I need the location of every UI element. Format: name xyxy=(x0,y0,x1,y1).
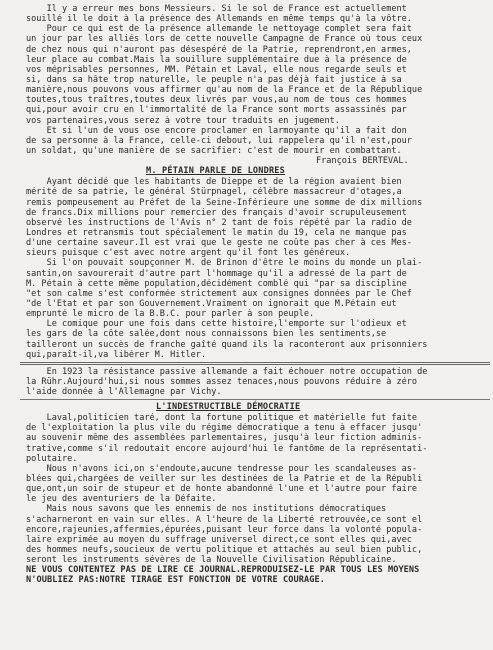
text-line: Si l'on pouvait soupçonner M. de Brinon d'être le moins du monde un plai- xyxy=(26,258,423,269)
text-line: Mais nous savons que les ennemis de nos institutions démocratiques xyxy=(26,504,387,515)
text-line: Il y a erreur mes bons Messieurs. Si le sol de France est actuellement xyxy=(26,4,407,14)
article-indestructible-democratie xyxy=(26,413,485,565)
text-line: vos partenaires,vous serez à votre tour traduits en jugement. xyxy=(26,115,340,126)
text-line: d'une certaine saveur.Il est vrai que le geste ne coûte pas cher à ces Mes- xyxy=(26,238,412,249)
article-resistance-passive xyxy=(26,367,485,397)
text-line: la Rühr.Aujourd'hui,si nous sommes assez tenaces,nous pouvons réduire à zéro xyxy=(26,376,418,387)
text-line: observé les instructions de l'Avis n° 2 tant de fois répété par la radio de xyxy=(26,217,412,228)
text-line: Laval,politicien taré, dont la fortune politique et matérielle fut faite xyxy=(26,413,418,424)
article-title-petain-parle: M. PÉTAIN PARLE DE LONDRES xyxy=(146,166,285,177)
text-line: de chez nous qui n'auront pas désespéré de la Patrie, reprendront,en armes, xyxy=(26,44,412,55)
text-line: Ayant décidé que les habitants de Dieppe et de la région avaient bien xyxy=(26,177,402,188)
text-line: sieurs puisque c'est avec notre argent qu'il font les généreux. xyxy=(26,248,351,259)
text-line: blées qui,chargées de veiller sur les destinées de la Patrie et de la Républi xyxy=(26,474,423,485)
text-line: un soldat, qu'une manière de se sacrifier: c'est de mourir en combattant. xyxy=(26,145,402,156)
text-line: M. Pétain à cette même population,décidément comblé qui "par sa discipline xyxy=(26,278,407,289)
signature: François BERTEVAL. xyxy=(316,156,409,167)
text-line: N'OUBLIEZ PAS:NOTRE TIRAGE EST FONCTION DE VOTRE COURAGE. xyxy=(26,575,326,586)
text-line: Pour ce qui est de la présence allemande le nettoyage complet sera fait xyxy=(26,24,412,35)
text-line: remis pompeusement au Préfet de la Seine-Inférieure une somme de dix millions xyxy=(26,197,423,208)
text-line: "de l'État et par son Gouvernement.Vraiment on ignorait que M.Pétain eut xyxy=(26,298,397,309)
text-line: emprunté le micro de la B.B.C. pour parler à son peuple. xyxy=(26,309,315,320)
text-line: des hommes neufs,soucieux de vertu politique et attachés au seul bien public, xyxy=(26,545,423,556)
text-line: Nous n'avons ici,on s'endoute,aucune tendresse pour les scandaleuses as- xyxy=(26,463,418,474)
text-line: qui,paraît-il,va libérer M. Hitler. xyxy=(26,349,207,360)
article-lettre-petain-laval xyxy=(26,4,485,156)
text-line: vos méprisables personnes, MM. Pétain et Laval, elle nous regarde seuls et xyxy=(26,64,407,75)
text-line: Et si l'un de vous ose encore proclamer en larmoyante qu'il a fait don xyxy=(26,125,407,136)
text-line: manière,nous pouvons vous affirmer qu'au nom de la France et de la République xyxy=(26,85,423,96)
text-line: Le comique pour une fois dans cette histoire,l'emporte sur l'odieux et xyxy=(26,319,407,330)
text-line: souillé il le doit à la présence des Allemands en même temps qu'à la vôtre. xyxy=(26,14,412,25)
text-line: que,ont,un soir de stupeur et de honte abandonné l'une et l'autre pour faire xyxy=(26,484,418,495)
article-title-democratie: L'INDESTRUCTIBLE DÉMOCRATIE xyxy=(156,402,301,413)
text-line: de francs.Dix millions pour remercier des français d'avoir scrupuleusement xyxy=(26,207,407,218)
section-divider xyxy=(20,362,490,365)
text-line: de sa personne à la France, celle-ci debout, lui rappelera qu'il n'est,pour xyxy=(26,135,412,146)
text-line: laire exprimée au moyen du suffrage universel direct,ce sont elles qui,avec xyxy=(26,534,412,545)
text-line: Londres et retransmis tout spécialement le matin du 19, cela ne manque pas xyxy=(26,227,407,238)
text-line: au souvenir même des assemblées parlementaires, jusqu'à leur fiction adminis- xyxy=(26,433,423,444)
text-line: leur place au combat.Mais la souillure supplémentaire due à la présence de xyxy=(26,54,407,65)
text-line: tailleront un succès de franche gaîté quand ils la raconteront aux prisonniers xyxy=(26,339,428,350)
text-line: seront les instruments sévères de la Nouvelle Civilisation Républicaine. xyxy=(26,555,397,566)
article-petain-parle-de-londres xyxy=(26,177,485,360)
text-line: toutes,tous traîtres,toutes deux livrés par vous,au nom de tous ces hommes xyxy=(26,95,407,106)
text-line: l'aide donnée à l'Allemagne par Vichy. xyxy=(26,387,222,398)
text-line: "et son calme s'est conformée strictement aux consignes données par le Chef xyxy=(26,288,412,299)
text-line: qui,pour avoir cru en l'immortalité de la France sont morts assassinés par xyxy=(26,105,407,116)
text-line: s'acharneront en vain sur elles. A l'heure de la Liberté retrouvée,ce sont el xyxy=(26,514,423,525)
text-line: En 1923 la résistance passive allemande a fait échouer notre occupation de xyxy=(26,366,428,377)
text-line: NE VOUS CONTENTEZ PAS DE LIRE CE JOURNAL.REPRODUISEZ-LE PAR TOUS LES MOYENS xyxy=(26,565,420,576)
text-line: de l'exploitation la plus vile du régime démocratique a tenu à effacer jusqu' xyxy=(26,423,423,434)
text-line: santin,on savourerait d'autre part l'hommage qu'il a adressé de la part de xyxy=(26,268,407,279)
text-line: si, dans sa hâte trop naturelle, le peuple n'a pas déjà fait justice à sa xyxy=(26,74,402,85)
text-line: un jour par les alliés lors de cette nouvelle Campagne de France où tous ceux xyxy=(26,34,423,45)
text-line: polutaire. xyxy=(26,453,78,464)
section-divider xyxy=(20,399,490,400)
text-line: encore,rajeunies,affermies,épurées,puisant leur force dans la volonté popula- xyxy=(26,524,423,535)
text-line: les gars de la côte salée,dont nous connaissons bien les sentiments,se xyxy=(26,329,387,340)
text-line: trative,comme s'il redoutait encore aujourd'hui le fantôme de la représentati- xyxy=(26,443,428,454)
text-line: mérité de sa patrie, le général Stürpnagel, célèbre massacreur d'otages,a xyxy=(26,187,402,198)
text-line: le jeu des aventuriers de la Défaite. xyxy=(26,494,217,505)
footer-appeal xyxy=(26,565,485,585)
